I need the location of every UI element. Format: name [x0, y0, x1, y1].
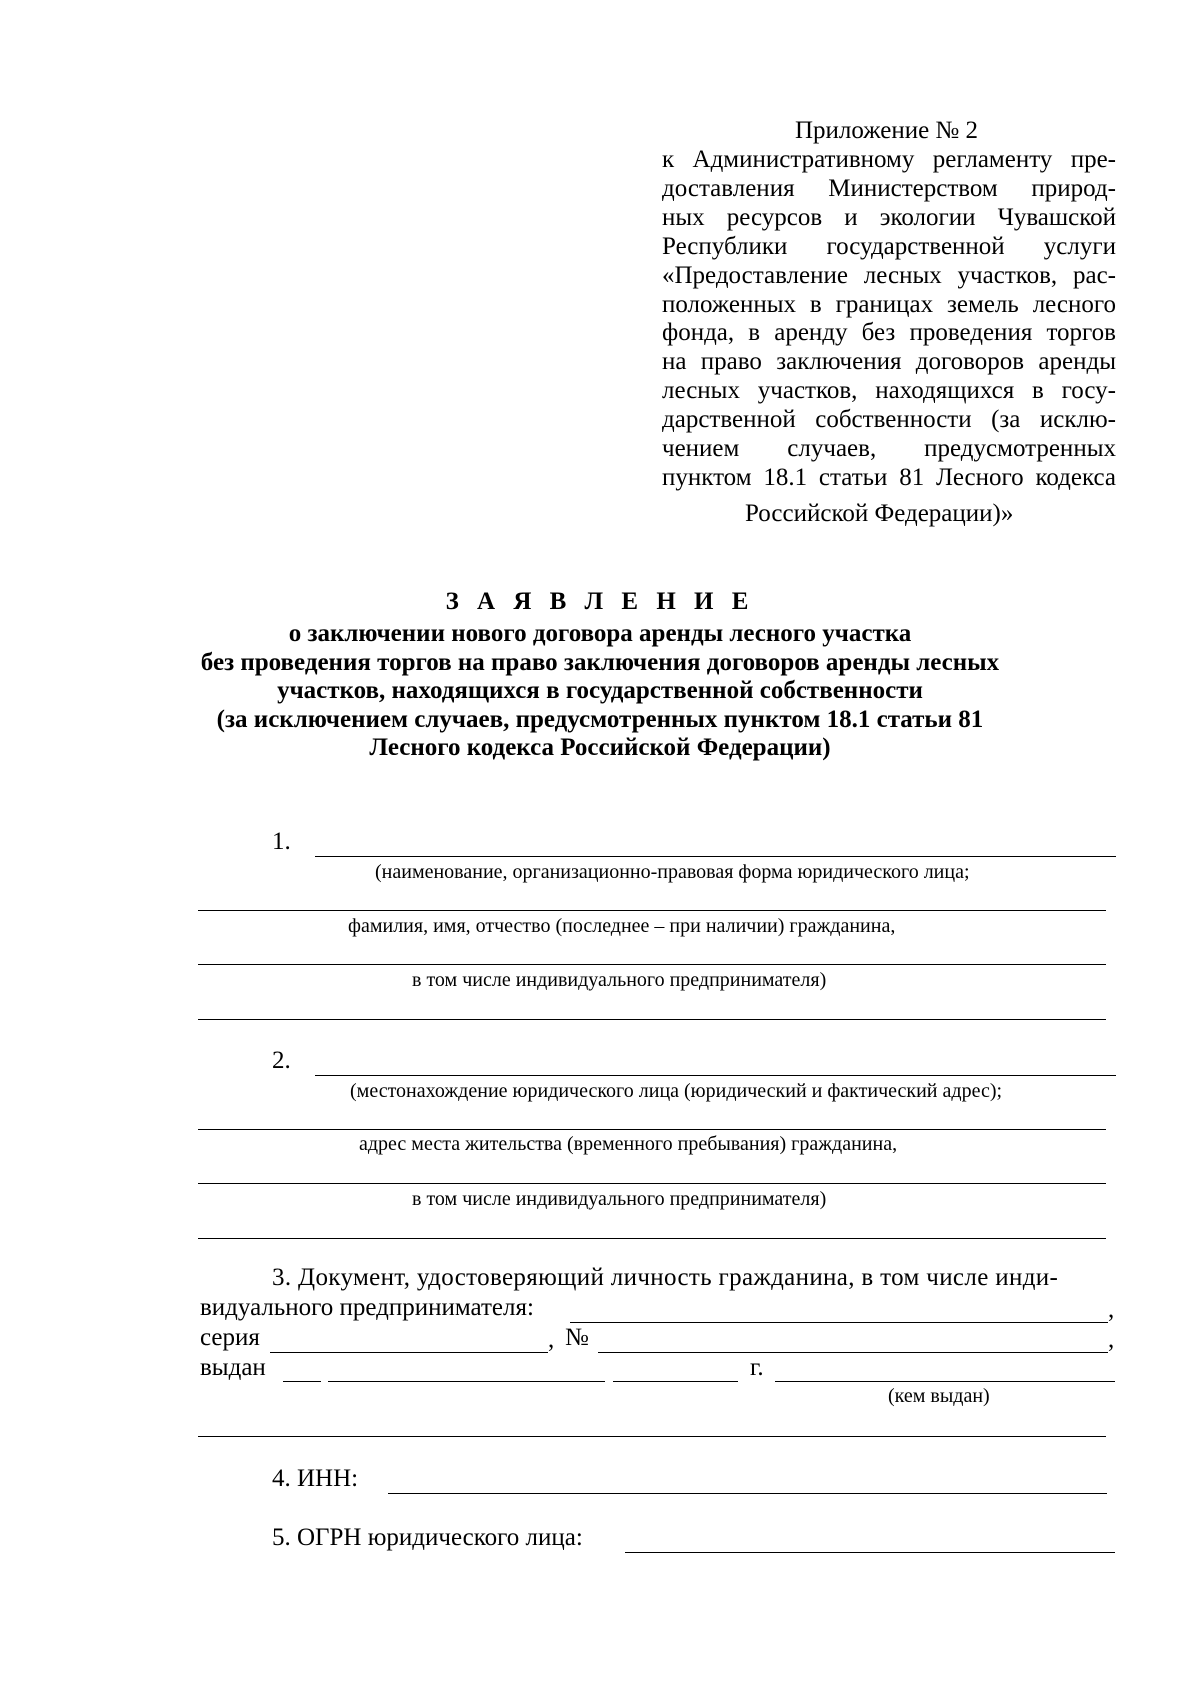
number-field[interactable] — [598, 1352, 1108, 1353]
item1-field-line4[interactable] — [198, 1019, 1106, 1020]
comma: , — [548, 1326, 555, 1353]
number-label: № — [565, 1324, 589, 1351]
appendix-line: положенных в границах земель лесного — [662, 290, 1116, 318]
series-field[interactable] — [270, 1352, 548, 1353]
item1-hint3: в том числе индивидуального предпринимателя) — [412, 969, 827, 991]
inn-label: 4. ИНН: — [272, 1465, 359, 1492]
appendix-line: лесных участков, находящихся в госу- — [662, 377, 1116, 405]
item1-field-line2[interactable] — [198, 910, 1106, 911]
appendix-line: фонда, в аренду без проведения торгов — [662, 319, 1116, 347]
issued-by-field-line2[interactable] — [198, 1436, 1106, 1437]
item1-field-line1[interactable] — [315, 856, 1116, 857]
issued-day-field[interactable] — [283, 1381, 321, 1382]
document-title: З А Я В Л Е Н И Е — [445, 588, 755, 615]
appendix-last-line: Российской Федерации)» — [745, 500, 1014, 527]
item1-number: 1. — [272, 828, 291, 855]
appendix-line: на право заключения договоров аренды — [662, 348, 1116, 376]
appendix-text — [662, 146, 1116, 493]
item2-hint3: в том числе индивидуального предпринимателя) — [412, 1188, 827, 1210]
item2-field-line3[interactable] — [198, 1183, 1106, 1184]
item3-line1: 3. Документ, удостоверяющий личность гражданина, в том числе инди- — [272, 1264, 1059, 1291]
appendix-title: Приложение № 2 — [795, 117, 979, 144]
subtitle-line: о заключении нового договора аренды лесного участка — [288, 620, 912, 647]
item2-field-line1[interactable] — [315, 1075, 1116, 1076]
appendix-line: к Административному регламенту пре- — [662, 146, 1116, 173]
appendix-line: дарственной собственности (за исклю- — [662, 406, 1116, 434]
subtitle-line: Лесного кодекса Российской Федерации) — [369, 734, 831, 762]
item2-hint2: адрес места жительства (временного пребывания) гражданина, — [359, 1133, 898, 1155]
item1-hint1: (наименование, организационно-правовая форма юридического лица; — [375, 861, 970, 883]
appendix-line: «Предоставление лесных участков, рас- — [662, 261, 1116, 289]
item2-number: 2. — [272, 1047, 291, 1074]
issued-month-field[interactable] — [328, 1381, 605, 1382]
item3-entrepreneur-label: видуального предпринимателя: — [200, 1294, 534, 1321]
subtitle-line: без проведения торгов на право заключения договоров аренды лесных — [200, 648, 1000, 676]
comma: , — [1108, 1326, 1115, 1353]
issued-year-field[interactable] — [613, 1381, 738, 1382]
issued-label: выдан — [200, 1354, 266, 1381]
comma: , — [1108, 1296, 1115, 1323]
item1-hint2: фамилия, имя, отчество (последнее – при наличии) гражданина, — [348, 915, 896, 937]
ogrn-label: 5. ОГРН юридического лица: — [272, 1524, 583, 1551]
appendix-line: доставления Министерством природ- — [662, 174, 1116, 202]
appendix-line: пунктом 18.1 статьи 81 Лесного кодекса — [662, 463, 1116, 491]
issued-by-field[interactable] — [775, 1381, 1115, 1382]
item2-field-line2[interactable] — [198, 1129, 1106, 1130]
document-subtitle — [0, 620, 1200, 763]
subtitle-line: участков, находящихся в государственной собственности — [277, 677, 923, 705]
item2-hint1: (местонахождение юридического лица (юридический и фактический адрес); — [350, 1080, 1003, 1102]
document-field[interactable] — [570, 1322, 1108, 1323]
appendix-line: ных ресурсов и экологии Чувашской — [662, 203, 1116, 231]
appendix-line: чением случаев, предусмотренных — [662, 435, 1116, 463]
inn-field[interactable] — [388, 1493, 1107, 1494]
year-label: г. — [750, 1354, 764, 1381]
series-label: серия — [200, 1324, 260, 1351]
item2-field-line4[interactable] — [198, 1238, 1106, 1239]
item1-field-line3[interactable] — [198, 964, 1106, 965]
subtitle-line: (за исключением случаев, предусмотренных пунктом 18.1 статьи 81 — [216, 705, 984, 733]
issued-by-hint: (кем выдан) — [888, 1385, 990, 1407]
appendix-line: Республики государственной услуги — [662, 232, 1116, 260]
ogrn-field[interactable] — [625, 1552, 1115, 1553]
